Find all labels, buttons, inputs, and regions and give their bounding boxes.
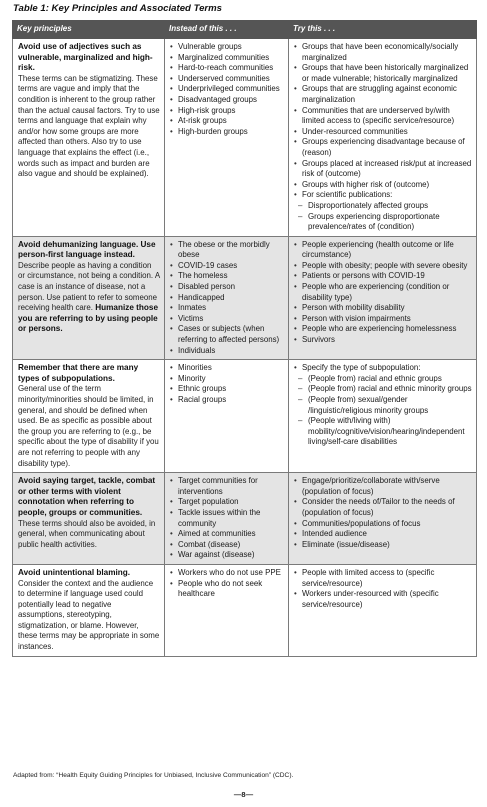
list-item: • Inmates [170, 303, 284, 314]
list-item: • Person with vision impairments [294, 314, 472, 325]
instead-list [170, 568, 284, 600]
try-sublist [294, 201, 472, 233]
list-item: • Communities/populations of focus [294, 519, 472, 530]
instead-list [170, 476, 284, 561]
list-item: • Survivors [294, 335, 472, 346]
list-item: • Minorities [170, 363, 284, 374]
list-item: • Person with mobility disability [294, 303, 472, 314]
list-item: • Racial groups [170, 395, 284, 406]
table-row [13, 564, 477, 656]
instead-cell [165, 39, 289, 237]
list-item: • Individuals [170, 346, 284, 357]
list-item: • Groups that are struggling against economic marginalization [294, 84, 472, 105]
page-number: —8— [233, 790, 254, 799]
list-item: • At-risk groups [170, 116, 284, 127]
table-title: Table 1: Key Principles and Associated Terms [13, 3, 223, 14]
list-item: • High-burden groups [170, 127, 284, 138]
list-item: • Aimed at communities [170, 529, 284, 540]
principles-table [12, 20, 477, 657]
try-list [294, 240, 472, 346]
table-row [13, 39, 477, 237]
list-item: • People with obesity; people with severe obesity [294, 261, 472, 272]
list-item: • Underserved communities [170, 74, 284, 85]
list-item: • People who are experiencing (condition or disability type) [294, 282, 472, 303]
instead-list [170, 363, 284, 405]
principle-cell [13, 564, 165, 656]
instead-cell [165, 564, 289, 656]
header-key-principles: Key principles [13, 21, 165, 39]
instead-cell [165, 473, 289, 565]
list-item: • Communities that are underserved by/with limited access to (specific service/resource) [294, 106, 472, 127]
principle-cell [13, 473, 165, 565]
list-item: • Combat (disease) [170, 540, 284, 551]
list-item: – (People from) racial and ethnic groups [294, 374, 472, 385]
try-cell [289, 236, 477, 360]
list-item: – (People from) racial and ethnic minority groups [294, 384, 472, 395]
list-item: • COVID-19 cases [170, 261, 284, 272]
try-cell [289, 39, 477, 237]
list-item: • War against (disease) [170, 550, 284, 561]
list-item: • Handicapped [170, 293, 284, 304]
list-item: • Groups with higher risk of (outcome) [294, 180, 472, 191]
principle-heading: Remember that there are many types of subpopulations. [18, 363, 139, 383]
source-note: Adapted from: “Health Equity Guiding Principles for Unbiased, Inclusive Communication” (CDC). [13, 772, 294, 779]
try-cell [289, 473, 477, 565]
list-item: • Disabled person [170, 282, 284, 293]
principle-body: General use of the term minority/minorities should be limited, in general, and should be defined when used. Be as specific as possible about the group you are referring to (e.g., be specific about the type of disability if you are not referring to people with any disability type). [18, 384, 159, 468]
list-item: • The homeless [170, 271, 284, 282]
table-row [13, 360, 477, 473]
list-item: • High-risk groups [170, 106, 284, 117]
principle-body: Describe people as having a condition or circumstance, not being a condition. A case is an instance of disease, not a person. Use patient to refer to someone receiving health care. [18, 260, 160, 313]
list-item: • People who are experiencing homelessness [294, 324, 472, 335]
list-item: • Groups that have been economically/socially marginalized [294, 42, 472, 63]
list-item: • Workers under-resourced with (specific service/resource) [294, 589, 472, 610]
list-item: • Patients or persons with COVID-19 [294, 271, 472, 282]
list-item: • Victims [170, 314, 284, 325]
list-item: • For scientific publications: [294, 190, 472, 201]
list-item: • Groups placed at increased risk/put at increased risk of (outcome) [294, 159, 472, 180]
list-item: • Eliminate (issue/disease) [294, 540, 472, 551]
list-item: • Tackle issues within the community [170, 508, 284, 529]
principle-body: These terms should also be avoided, in general, when communicating about public health activities. [18, 518, 156, 549]
list-item: • People with limited access to (specific service/resource) [294, 568, 472, 589]
principle-body: Consider the context and the audience to determine if language used could potentially lead to negative assumptions, stereotyping, stigmatization, or blame. However, these terms may be appropriate in some instances. [18, 578, 160, 652]
list-item: • Underprivileged communities [170, 84, 284, 95]
instead-cell [165, 360, 289, 473]
list-item: • Minority [170, 374, 284, 385]
list-item: • Specify the type of subpopulation: [294, 363, 472, 374]
try-list [294, 476, 472, 550]
header-instead-of-this: Instead of this . . . [165, 21, 289, 39]
try-list [294, 568, 472, 610]
principle-heading-end: Humanize those you are referring to by using people or persons. [18, 303, 159, 334]
instead-list [170, 42, 284, 137]
list-item: • Engage/prioritize/collaborate with/serve (population of focus) [294, 476, 472, 497]
header-try-this: Try this . . . [289, 21, 477, 39]
list-item: – (People from) sexual/gender /linguistic/religious minority groups [294, 395, 472, 416]
list-item: – Disproportionately affected groups [294, 201, 472, 212]
table-row [13, 236, 477, 360]
list-item: • Disadvantaged groups [170, 95, 284, 106]
list-item: • Target population [170, 497, 284, 508]
table-header-row [13, 21, 477, 39]
table-row [13, 473, 477, 565]
list-item: – Groups experiencing disproportionate prevalence/rates of (condition) [294, 212, 472, 233]
try-sublist [294, 374, 472, 448]
list-item: • People who do not seek healthcare [170, 579, 284, 600]
principle-heading: Avoid unintentional blaming. [18, 567, 131, 577]
list-item: • People experiencing (health outcome or life circumstance) [294, 240, 472, 261]
instead-cell [165, 236, 289, 360]
list-item: • Under-resourced communities [294, 127, 472, 138]
list-item: • The obese or the morbidly obese [170, 240, 284, 261]
list-item: • Ethnic groups [170, 384, 284, 395]
instead-list [170, 240, 284, 357]
principle-cell [13, 236, 165, 360]
try-list [294, 42, 472, 201]
principle-heading: Avoid saying target, tackle, combat or other terms with violent connotation when referring to people, groups or communities. [18, 476, 156, 517]
principle-body: These terms can be stigmatizing. These terms are vague and imply that the condition is inherent to the group rather than the actual causal factors. Try to use terms and language that explain why and/or how some groups are more affected than others. Also try to use language that explains the effect (i.e., words such as impact and burden are also vague and should be explained). [18, 73, 160, 179]
list-item: • Groups experiencing disadvantage because of (reason) [294, 137, 472, 158]
principle-cell [13, 39, 165, 237]
list-item: • Groups that have been historically marginalized or made vulnerable; historically marginalized [294, 63, 472, 84]
list-item: • Consider the needs of/Tailor to the needs of (population of focus) [294, 497, 472, 518]
principle-heading: Avoid dehumanizing language. Use person-first language instead. [18, 239, 156, 260]
try-cell [289, 564, 477, 656]
try-list [294, 363, 472, 374]
list-item: • Target communities for interventions [170, 476, 284, 497]
principle-cell [13, 360, 165, 473]
list-item: – (People with/living with) mobility/cognitive/vision/hearing/independent living/self-care disabilities [294, 416, 472, 448]
try-cell [289, 360, 477, 473]
list-item: • Hard-to-reach communities [170, 63, 284, 74]
list-item: • Intended audience [294, 529, 472, 540]
list-item: • Vulnerable groups [170, 42, 284, 53]
principle-heading: Avoid use of adjectives such as vulnerable, marginalized and high-risk. [18, 42, 153, 73]
list-item: • Cases or subjects (when referring to affected persons) [170, 324, 284, 345]
list-item: • Marginalized communities [170, 53, 284, 64]
list-item: • Workers who do not use PPE [170, 568, 284, 579]
